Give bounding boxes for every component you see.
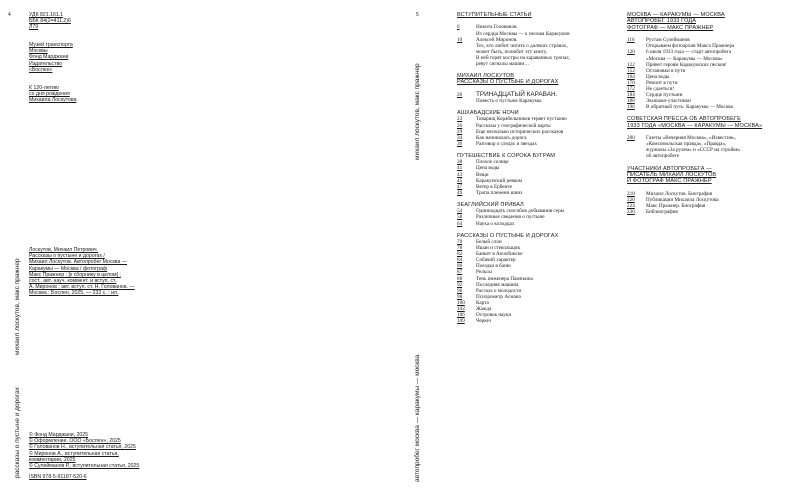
- toc-page-number: 82: [457, 251, 463, 258]
- section-heading: МОСКВА — КАРАКУМЫ — МОСКВА: [627, 12, 725, 18]
- toc-entry-title: Товарищ Корабельников теряет пустыню: [476, 116, 567, 123]
- toc-entry-subtitle: «Москва — Каракумы — Москва»: [646, 55, 723, 62]
- toc-entry-subtitle: может быть, полюбит эту книгу.: [476, 48, 548, 55]
- toc-entry-title: Черкез: [476, 318, 492, 325]
- section-heading: УЧАСТНИКИ АВТОПРОБЕГА —: [627, 165, 712, 172]
- partner-line: «Бослен»: [29, 66, 53, 73]
- toc-page-number: 184: [627, 92, 635, 99]
- toc-page-number: 120: [627, 49, 635, 56]
- toc-page-number: 116: [627, 37, 635, 44]
- section-heading: РАССКАЗЫ О ПУСТЫНЕ И ДОРОГАХ: [457, 79, 559, 86]
- toc-entry-subtitle: В ней горят костры на караванных тропах,: [476, 54, 571, 61]
- toc-entry[interactable]: [457, 318, 570, 324]
- toc-entry-title: Одиннадцать способов добывания серы: [476, 208, 565, 215]
- toc-entry-title: Ветер в Ербенте: [476, 183, 512, 190]
- catalog-line: Рассказы о пустыне и дорогах /: [29, 253, 105, 260]
- copyright-line: © Сулейманов Р., вступительная статья, 2025: [29, 463, 140, 470]
- toc-page-number: 230: [627, 209, 635, 216]
- toc-entry-title: Вещи: [476, 171, 489, 178]
- toc-entry-title: Рассказы у географической карты: [476, 122, 551, 129]
- toc-page-number: 152: [627, 67, 635, 74]
- toc-page-number: 102: [457, 306, 465, 313]
- toc-entry-title: Публикации Михаила Лоскутова: [646, 196, 719, 203]
- toc-entry-title: Привет героям Каракумских песков!: [646, 61, 727, 68]
- toc-page-number: 109: [457, 318, 465, 325]
- toc-page-number: 43: [457, 171, 463, 178]
- catalog-line: Каракумы — Москва / фотограф: [29, 265, 108, 272]
- section-heading: МИХАИЛ ЛОСКУТОВ: [457, 73, 515, 80]
- toc-page-number: 23: [457, 116, 463, 123]
- toc-page-number: 20: [457, 91, 463, 98]
- partner-line: Фонд Марджани: [29, 54, 69, 61]
- copyright-block: [29, 432, 139, 480]
- toc-entry-subtitle: ревут сигналы машин…: [476, 60, 530, 67]
- copyright-line: © Фонд Марджани, 2025: [29, 432, 89, 438]
- toc-page-number: 78: [457, 245, 463, 252]
- dedication: [29, 85, 76, 104]
- toc-entry-title: Каракумский ревком: [476, 177, 522, 184]
- udk-code: УДК 821.161.1: [29, 12, 64, 18]
- right-page: [400, 0, 800, 500]
- toc-page-number: 224: [627, 202, 635, 209]
- toc-page-number: 122: [627, 61, 635, 68]
- toc-page-number: 26: [457, 122, 463, 129]
- toc-entry-subtitle: журналы «За рулем» и «СССР на стройке»: [646, 147, 741, 154]
- toc-entry-title: Цена воды: [476, 165, 500, 172]
- toc-entry-subtitle: Повесть о пустыне Каракумы: [476, 97, 542, 104]
- toc-entry-title: Ишан и стекольщик: [476, 245, 521, 252]
- toc-entry-title: Еще несколько исторических рассказов: [476, 128, 564, 135]
- section-heading: ПИСАТЕЛЬ МИХАИЛ ЛОСКУТОВ: [627, 171, 717, 178]
- toc-entry-title: Собачий характер: [476, 257, 516, 264]
- toc-page-number: 100: [457, 299, 465, 306]
- toc-page-number: 47: [457, 183, 463, 190]
- toc-page-number: 172: [627, 85, 635, 92]
- toc-page-number: 164: [627, 73, 635, 80]
- catalog-line: Москва : Бослен, 2025. — 232 с. : ил.: [29, 290, 119, 297]
- toc-entry-title: Остановки в пути: [646, 67, 686, 74]
- toc-page-number: 196: [627, 104, 635, 111]
- toc-page-number: 58: [457, 214, 463, 221]
- toc-page-number: 188: [627, 98, 635, 105]
- toc-page-number: 29: [457, 128, 463, 135]
- toc-page-number: 220: [627, 196, 635, 203]
- toc-page-number: 10: [457, 36, 463, 43]
- toc-entry-title: Библиография: [646, 209, 678, 216]
- toc-entry-title: Банкет в Акчобинске: [476, 251, 523, 258]
- toc-entry-title: Ремонт в пути: [646, 79, 678, 86]
- toc-entry-title: Как начиналась дорога: [476, 134, 527, 141]
- toc-page-number: 98: [457, 293, 463, 300]
- toc-page-number: 96: [457, 287, 463, 294]
- toc-entry-title: Карта: [476, 299, 489, 306]
- toc-entry-title: Алексей Миронов.: [476, 36, 518, 43]
- section-heading: ЗЕАГЛИЙСКИЙ ПРИВАЛ: [457, 201, 524, 208]
- section-heading: РАССКАЗЫ О ПУСТЫНЕ И ДОРОГАХ: [457, 232, 559, 239]
- toc-entry-title: Белый слон: [476, 239, 502, 245]
- toc-entry-title: Цена воды: [646, 73, 670, 80]
- toc-page-number: 88: [457, 275, 463, 282]
- toc-entry-title: Газеты «Вечерняя Москва», «Известия»,: [646, 135, 736, 142]
- toc-entry-title: Сердце пустыни: [646, 92, 683, 99]
- toc-column-1: [457, 12, 570, 324]
- catalog-line: сост., авт. науч. коммент. и вступ. ст.: [29, 278, 117, 285]
- section-heading: АШХАБАДСКИЕ НОЧИ: [457, 110, 519, 117]
- section-heading: И ФОТОГРАФ МАКС ПРАЖНЕР: [627, 178, 712, 185]
- toc-entry[interactable]: [627, 209, 762, 215]
- spine-title-left: рассказы о пустыне и дорогах: [14, 387, 21, 478]
- toc-page-number: 86: [457, 263, 463, 270]
- toc-entry-subtitle: Тех, кто любит читать о далеких странах,: [476, 42, 568, 49]
- toc-entry-title: 6 июля 1933 года — старт автопробега: [646, 49, 732, 56]
- toc-page-number: 45: [457, 177, 463, 184]
- section-heading: СОВЕТСКАЯ ПРЕССА ОБ АВТОПРОБЕГЕ: [627, 116, 741, 123]
- copyright-line: © Оформление. ООО «Бослен», 2025: [29, 438, 121, 445]
- spine-title-right: автопробег москва — каракумы — москва: [414, 354, 421, 482]
- toc-entry-title: Никита Голованов.: [476, 24, 518, 31]
- toc-page-number: 34: [457, 134, 463, 141]
- toc-entry-subtitle: Из сердца Москвы — к пескам Каракумов: [476, 30, 570, 37]
- dedication-line: Михаила Лоскутова: [29, 97, 77, 104]
- toc-entry-title: Рустам Сулейманов: [646, 37, 690, 44]
- toc-entry-title: Психрометр Асмана: [476, 293, 521, 300]
- section-heading: ПУТЕШЕСТВИЕ К СОРОКА БУГРАМ: [457, 152, 556, 159]
- toc-entry-title: Макс Пражнер. Биография: [646, 202, 706, 209]
- toc-entry-title: Тропа племени шиих: [476, 189, 523, 196]
- page-number-left: 4: [8, 12, 11, 18]
- toc-entry-title: Рассказ о молодости: [476, 287, 522, 294]
- partner-line: Издательство: [29, 60, 63, 67]
- toc-entry-title: ТРИНАДЦАТЫЙ КАРАВАН.: [476, 90, 558, 98]
- toc-entry-title: Различные сведения о пустыне: [476, 214, 545, 221]
- catalog-line: А. Миронов ; авт. вступ. ст. Н. Голованов. —: [29, 284, 135, 291]
- dedication-line: К 120-летию: [29, 85, 59, 91]
- toc-page-number: 38: [457, 159, 463, 166]
- toc-entry-title: Не сдаеться!: [646, 85, 674, 92]
- toc-page-number: 84: [457, 257, 463, 264]
- toc-entry-title: Поездка в баню: [476, 263, 511, 270]
- toc-page-number: 36: [457, 140, 463, 147]
- catalog-record: [29, 247, 135, 297]
- toc-page-number: 92: [457, 281, 463, 288]
- catalog-line: Михаил Лоскутов. Автопробег Москва —: [29, 259, 128, 266]
- section-heading: ФОТОГРАФ — МАКС ПРАЖНЕР: [627, 24, 714, 31]
- partner-line: Москвы: [29, 48, 48, 55]
- isbn: ISBN 978-5-91187-520-6: [29, 474, 87, 481]
- dedication-line: со дня рождения: [29, 91, 70, 98]
- toc-entry-title: Тень инженера Пампкина: [476, 275, 533, 282]
- classification-codes: [29, 12, 71, 31]
- toc-page-number: 49: [457, 189, 463, 196]
- section-heading: 1933 ГОДА «МОСКВА — КАРАКУМЫ — МОСКВА»: [627, 122, 763, 129]
- toc-page-number: 87: [457, 269, 463, 276]
- toc-column-2: [627, 12, 762, 215]
- partners-list: [29, 42, 73, 73]
- toc-entry-subtitle: об автопробеге: [646, 153, 680, 160]
- toc-entry-subtitle: «Комсомольская правда», «Правда»,: [646, 141, 727, 148]
- section-heading: АВТОПРОБЕГ 1933 ГОДА: [627, 18, 697, 25]
- copyright-line: © Миронов А., вступительная статья,: [29, 450, 119, 457]
- toc-entry-title: Жажда: [476, 306, 492, 313]
- toc-entry-title: Михаил Лоскутов. Биография: [646, 190, 713, 197]
- copyright-line: комментарии, 2025: [29, 456, 76, 463]
- toc-entry-title: Последняя машина: [476, 281, 519, 288]
- toc-page-number: 200: [627, 135, 635, 142]
- spine-authors-right: михаил лоскутов, макс пражнер: [414, 63, 421, 160]
- toc-page-number: 64: [457, 220, 463, 227]
- copyright-line: © Голованов Н., вступительная статья, 2025: [29, 444, 136, 451]
- page-number-right: 5: [416, 12, 419, 18]
- catalog-line: Лоскутов, Михаил Петрович.: [29, 247, 99, 253]
- catalog-line: Макс Пражнер ; [к сборнику в целом] ;: [29, 271, 121, 278]
- toc-entry-title: Разговор о следах и звездах: [476, 140, 537, 147]
- toc-page-number: 41: [457, 165, 463, 172]
- bbk-code: ББК 84(2=411.2)6: [29, 18, 71, 25]
- author-mark: Л79: [29, 24, 39, 31]
- toc-entry-title: Плохое солнце: [476, 159, 509, 166]
- toc-entry-title: Наука о колодцах: [476, 220, 515, 227]
- toc-page-number: 218: [627, 190, 635, 197]
- toc-page-number: 70: [457, 239, 463, 245]
- spine-authors-left: михаил лоскутов, макс пражнер: [14, 258, 21, 355]
- toc-page-number: 106: [457, 312, 465, 319]
- toc-entry-title: В обратный путь: Каракумы — Москва: [646, 104, 733, 111]
- toc-entry-subtitle: Открываем фотоархив Макса Пражнера: [646, 43, 735, 50]
- toc-entry-title: Рельсы: [476, 269, 492, 276]
- toc-entry-title: Островок науки: [476, 312, 512, 319]
- partner-line: Музей транспорта: [29, 42, 73, 48]
- toc-page-number: 54: [457, 208, 463, 215]
- section-heading: ВСТУПИТЕЛЬНЫЕ СТАТЬИ: [457, 12, 532, 18]
- toc-page-number: 6: [457, 24, 460, 31]
- toc-page-number: 170: [627, 79, 635, 86]
- toc-entry-title: Экипажи-участники: [646, 98, 691, 105]
